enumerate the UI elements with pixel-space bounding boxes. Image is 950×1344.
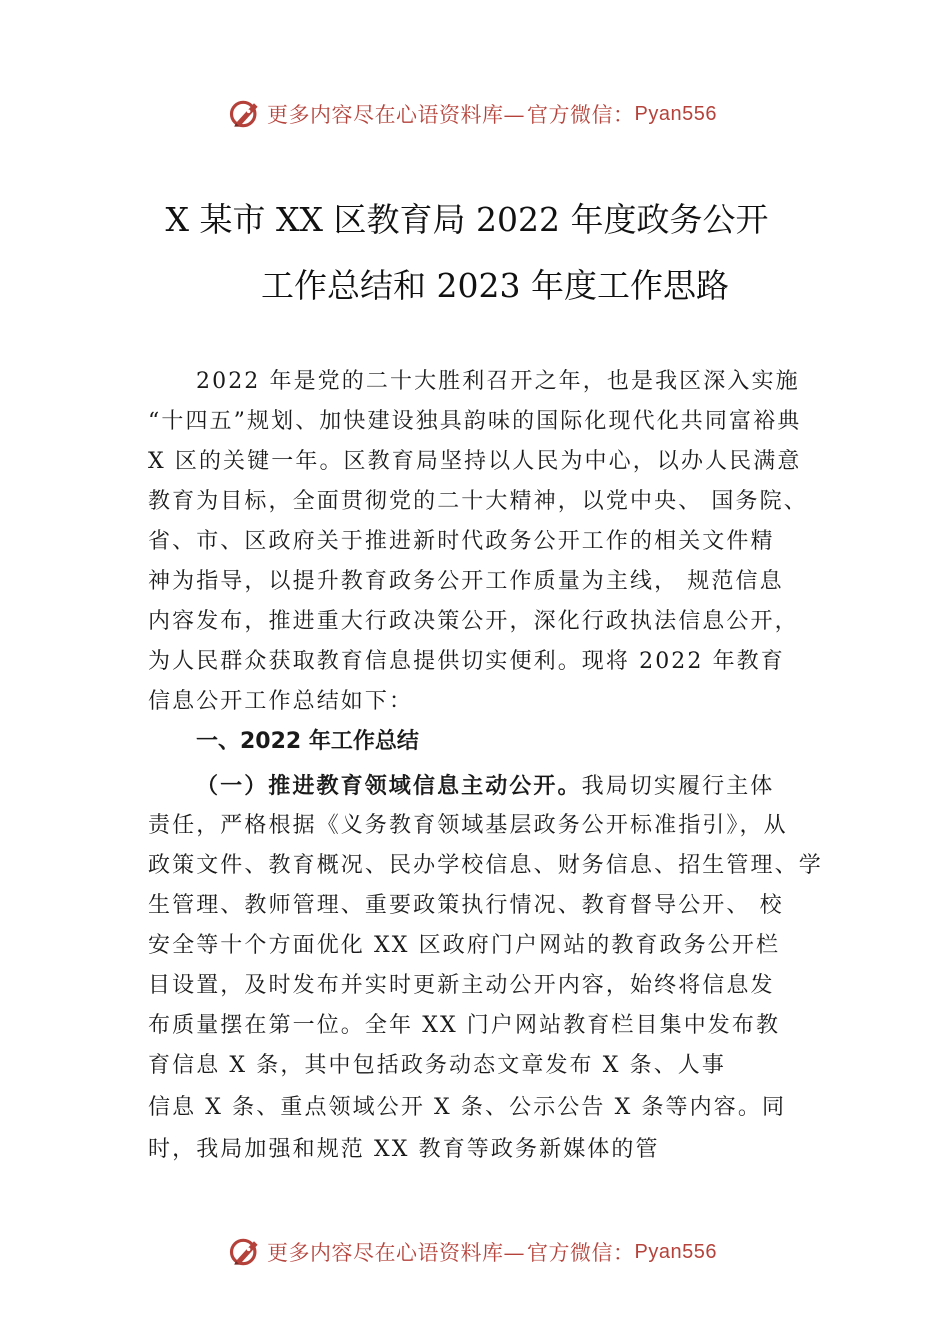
body-line: 政策文件、教育概况、民办学校信息、财务信息、招生管理、学 [148,853,823,878]
watermark-wechat-id: Pyan556 [634,102,717,125]
section-heading: 一、2022 年工作总结 [196,729,419,754]
body-line: 时，我局加强和规范 XX 教育等政务新媒体的管 [148,1137,660,1162]
watermark-official-label: 官方微信： [527,103,635,127]
intro-line: 2022 年是党的二十大胜利召开之年，也是我区深入实施 [196,369,800,394]
subsection-title: （一）推进教育领域信息主动公开。 [196,773,582,799]
watermark-banner-bottom [0,1232,950,1272]
watermark-banner-top [0,94,950,134]
body-line: 育信息 X 条，其中包括政务动态文章发布 X 条、人事 [148,1053,726,1078]
intro-line: 教育为目标，全面贯彻党的二十大精神，以党中央、 国务院、 [148,489,808,514]
intro-line: 神为指导，以提升教育政务公开工作质量为主线， 规范信息 [148,569,784,594]
watermark-official-label: 官方微信： [527,1241,635,1265]
intro-line: X 区的关键一年。区教育局坚持以人民为中心，以办人民满意 [148,449,802,474]
body-line: 安全等十个方面优化 XX 区政府门户网站的教育政务公开栏 [148,933,781,958]
watermark-wechat-id: Pyan556 [634,1240,717,1263]
body-line: 责任，严格根据《义务教育领域基层政务公开标准指引》，从 [148,813,788,838]
body-line: 信息 X 条、重点领域公开 X 条、公示公告 X 条等内容。同 [148,1095,787,1120]
intro-line: 信息公开工作总结如下： [148,689,414,714]
subsection-first-line [196,771,774,802]
body-line: 布质量摆在第一位。全年 XX 门户网站教育栏目集中发布教 [148,1013,781,1038]
intro-line: 为人民群众获取教育信息提供切实便利。现将 2022 年教育 [148,649,785,674]
pen-logo-icon [227,96,263,132]
body-line: 生管理、教师管理、重要政策执行情况、教育督导公开、 校 [148,893,784,918]
document-title-line-2: 工作总结和 2023 年度工作思路 [261,266,729,305]
subsection-first-line-rest: 我局切实履行主体 [581,774,775,799]
watermark-text: 更多内容尽在心语资料库— [267,1241,526,1265]
body-line: 目设置，及时发布并实时更新主动公开内容，始终将信息发 [148,973,775,998]
watermark-text: 更多内容尽在心语资料库— [267,103,526,127]
pen-logo-icon [227,1234,263,1270]
document-title-line-1: X 某市 XX 区教育局 2022 年度政务公开 [165,200,769,239]
intro-line: 省、市、区政府关于推进新时代政务公开工作的相关文件精 [148,529,775,554]
intro-line: “十四五”规划、加快建设独具韵味的国际化现代化共同富裕典 [148,409,802,434]
intro-line: 内容发布，推进重大行政决策公开，深化行政执法信息公开， [148,609,799,634]
